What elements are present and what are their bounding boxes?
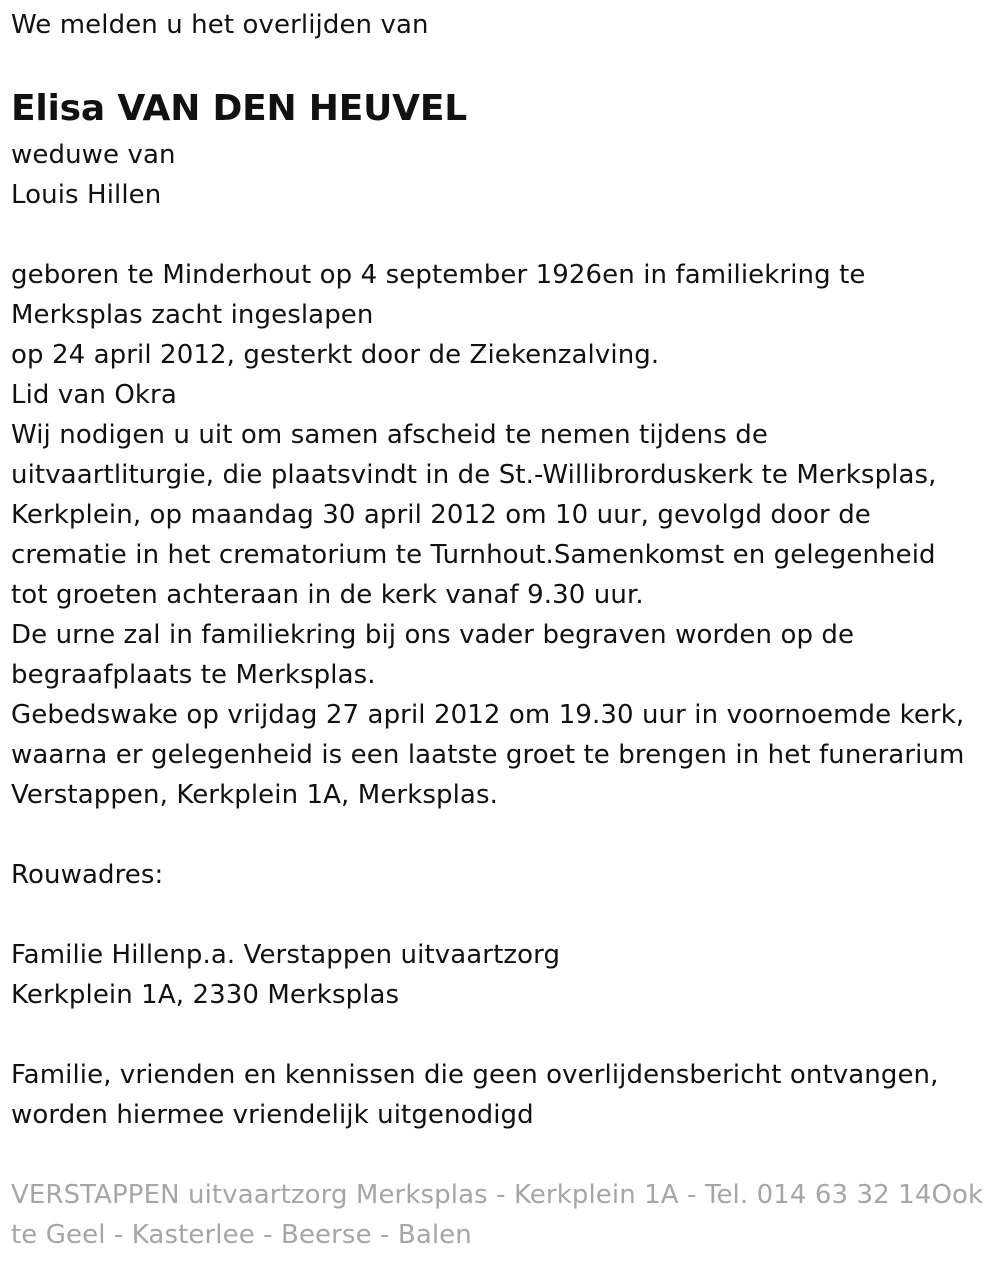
address-line: Kerkplein 1A, 2330 Merksplas: [11, 980, 400, 1010]
spacer: [11, 815, 990, 855]
invitation-line: Familie, vrienden en kennissen die geen overlijdensbericht ontvangen,: [11, 1060, 939, 1090]
body-line: geboren te Minderhout op 4 september 1926en in familiekring te: [11, 260, 866, 290]
spacer: [11, 1135, 990, 1175]
notice-body: [11, 255, 990, 815]
relation-line: weduwe van: [11, 140, 176, 170]
body-line: Verstappen, Kerkplein 1A, Merksplas.: [11, 780, 498, 810]
body-line: Kerkplein, op maandag 30 april 2012 om 10 uur, gevolgd door de: [11, 500, 871, 530]
intro-text: We melden u het overlijden van: [11, 10, 429, 40]
address-heading: Rouwadres:: [11, 860, 164, 890]
funeral-home-footer: [11, 1175, 990, 1255]
mourning-address: [11, 935, 990, 1015]
body-line: Wij nodigen u uit om samen afscheid te nemen tijdens de: [11, 420, 768, 450]
footer-line: VERSTAPPEN uitvaartzorg Merksplas - Kerkplein 1A - Tel. 014 63 32 14Ook: [11, 1180, 984, 1210]
body-line: De urne zal in familiekring bij ons vader begraven worden op de: [11, 620, 855, 650]
body-line: begraafplaats te Merksplas.: [11, 660, 376, 690]
body-line: Lid van Okra: [11, 380, 177, 410]
body-line: crematie in het crematorium te Turnhout.Samenkomst en gelegenheid: [11, 540, 936, 570]
deceased-name: Elisa VAN DEN HEUVEL: [11, 88, 467, 129]
body-line: Gebedswake op vrijdag 27 april 2012 om 19.30 uur in voornoemde kerk,: [11, 700, 965, 730]
spacer: [11, 895, 990, 935]
spacer: [11, 1015, 990, 1055]
footer-line: te Geel - Kasterlee - Beerse - Balen: [11, 1220, 472, 1250]
invitation-line: worden hiermee vriendelijk uitgenodigd: [11, 1100, 534, 1130]
body-line: Merksplas zacht ingeslapen: [11, 300, 374, 330]
spacer: [11, 215, 990, 255]
body-line: waarna er gelegenheid is een laatste groet te brengen in het funerarium: [11, 740, 965, 770]
invitation-text: [11, 1055, 990, 1135]
address-line: Familie Hillenp.a. Verstappen uitvaartzorg: [11, 940, 561, 970]
body-line: op 24 april 2012, gesterkt door de Ziekenzalving.: [11, 340, 660, 370]
body-line: tot groeten achteraan in de kerk vanaf 9.30 uur.: [11, 580, 644, 610]
body-line: uitvaartliturgie, die plaatsvindt in de St.-Willibrorduskerk te Merksplas,: [11, 460, 937, 490]
spouse-name: Louis Hillen: [11, 180, 162, 210]
